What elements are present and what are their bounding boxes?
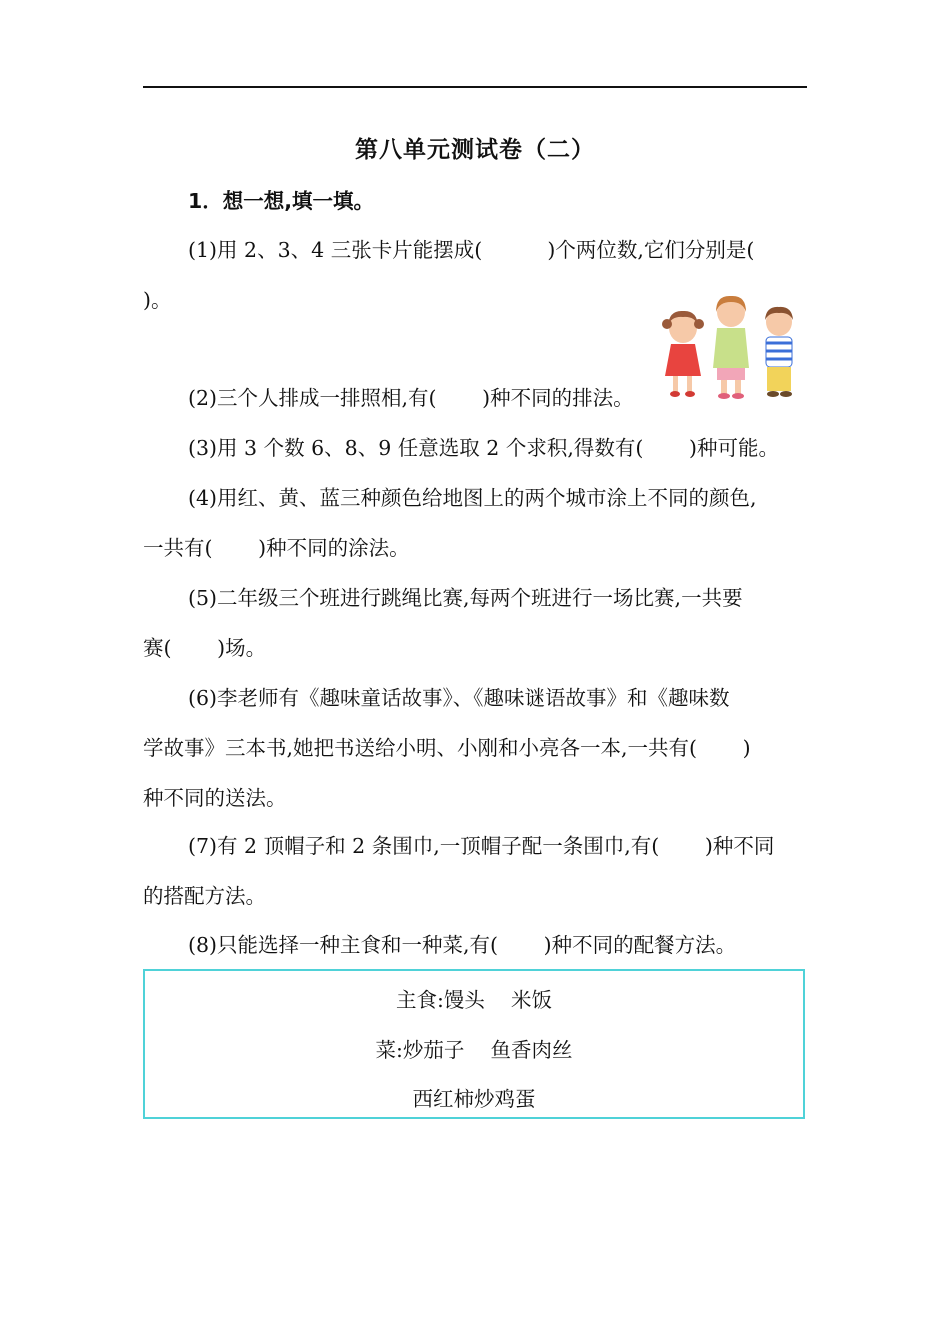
question-7-line-2: 的搭配方法。 xyxy=(143,884,266,908)
question-5-line-2: 赛( )场。 xyxy=(143,636,267,660)
question-1-line-2: )。 xyxy=(143,288,172,312)
question-6-line-2: 学故事》三本书,她把书送给小明、小刚和小亮各一本,一共有( ) xyxy=(143,736,751,760)
question-6-line-3: 种不同的送法。 xyxy=(143,786,287,810)
mother-figure xyxy=(713,296,749,399)
menu-dishes-extra: 西红柿炒鸡蛋 xyxy=(412,1087,536,1111)
question-4-line-1: (4)用红、黄、蓝三种颜色给地图上的两个城市涂上不同的颜色, xyxy=(188,486,757,510)
question-4-line-2: 一共有( )种不同的涂法。 xyxy=(143,536,410,560)
girl-figure xyxy=(662,311,704,397)
menu-dishes: 菜:炒茄子 鱼香肉丝 xyxy=(375,1038,573,1062)
question-2: (2)三个人排成一排照相,有( )种不同的排法。 xyxy=(188,386,634,410)
menu-box xyxy=(143,969,805,1119)
page-title: 第八单元测试卷（二） xyxy=(355,136,595,163)
children-illustration xyxy=(655,290,805,402)
section-heading-1: 1．想一想,填一填。 xyxy=(188,189,375,213)
menu-staple-foods: 主食:馒头 米饭 xyxy=(396,988,552,1012)
boy-figure xyxy=(765,307,793,397)
header-rule xyxy=(143,86,807,88)
question-1-line-1: (1)用 2、3、4 三张卡片能摆成( )个两位数,它们分别是( xyxy=(188,238,755,262)
question-7-line-1: (7)有 2 顶帽子和 2 条围巾,一顶帽子配一条围巾,有( )种不同 xyxy=(188,834,775,858)
question-6-line-1: (6)李老师有《趣味童话故事》、《趣味谜语故事》和《趣味数 xyxy=(188,686,730,710)
question-5-line-1: (5)二年级三个班进行跳绳比赛,每两个班进行一场比赛,一共要 xyxy=(188,586,743,610)
question-3: (3)用 3 个数 6、8、9 任意选取 2 个求积,得数有( )种可能。 xyxy=(188,436,779,460)
question-8: (8)只能选择一种主食和一种菜,有( )种不同的配餐方法。 xyxy=(188,933,737,957)
